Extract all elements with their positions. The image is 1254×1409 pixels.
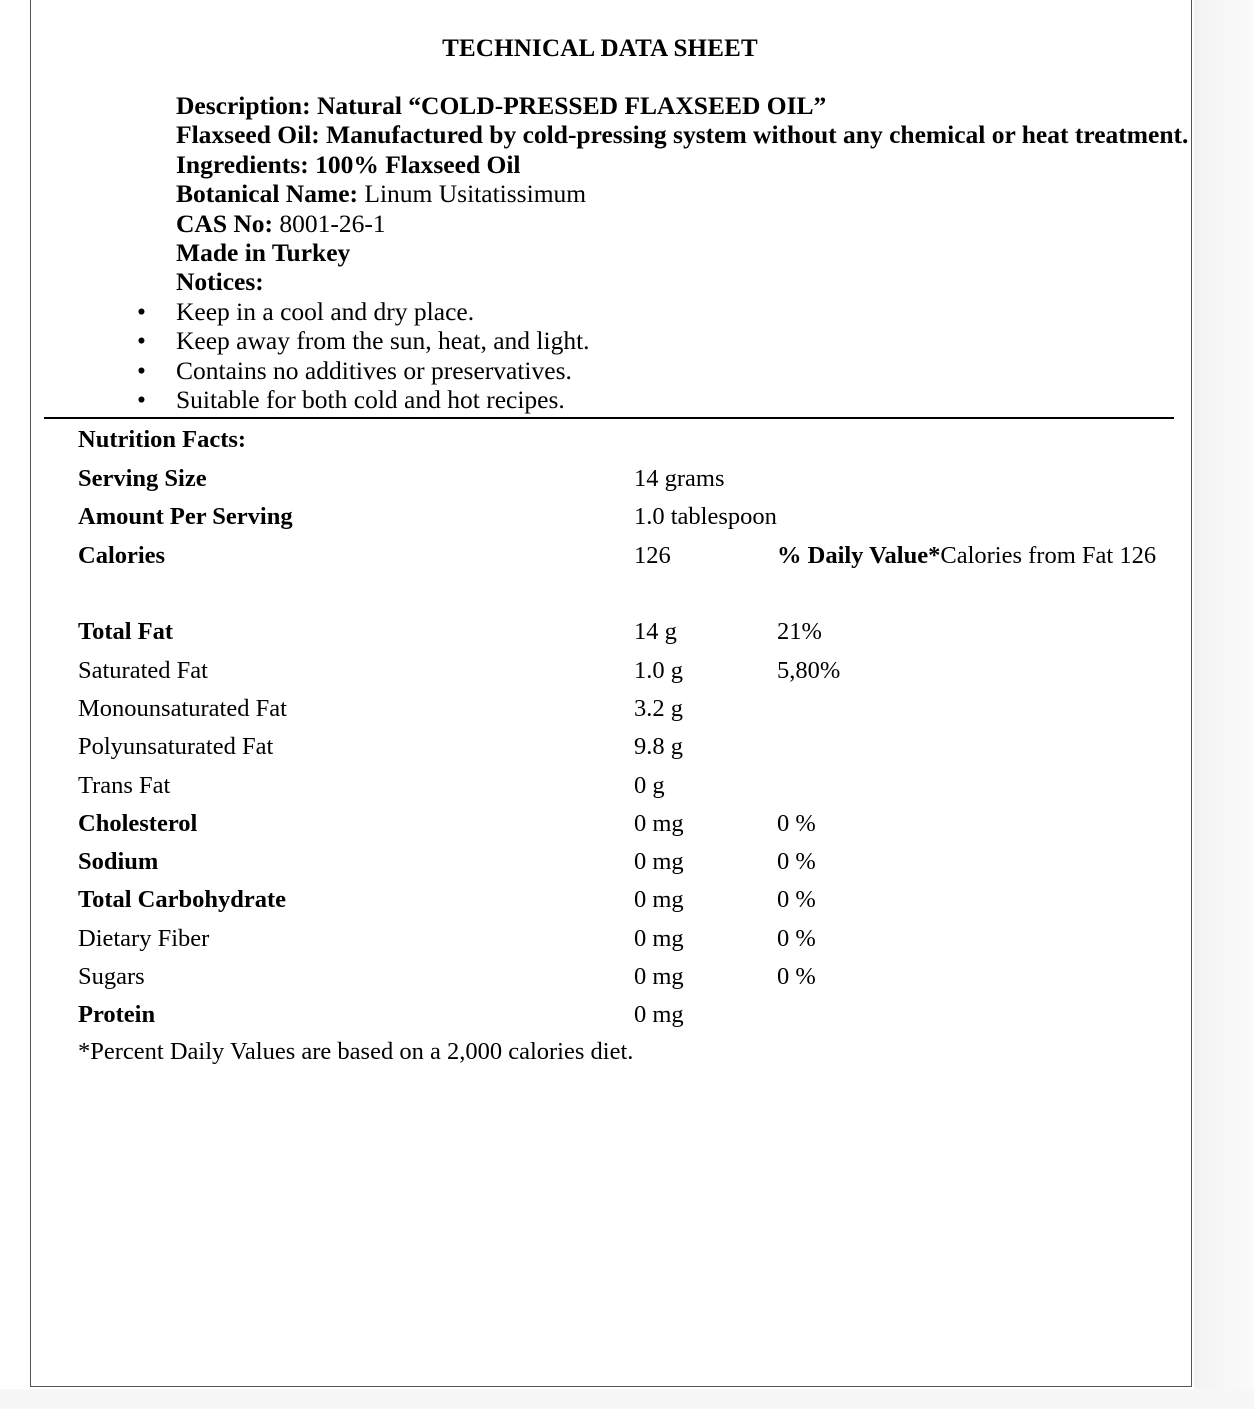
nutrient-label: Total Carbohydrate — [78, 886, 287, 913]
nutrient-amount: 1.0 g — [634, 657, 683, 684]
amount-per-serving-row — [78, 503, 1178, 537]
nutrient-amount: 0 mg — [634, 848, 684, 875]
nutrient-row — [78, 810, 1178, 844]
origin-line: Made in Turkey — [176, 238, 351, 268]
amount-per-serving-value: 1.0 tablespoon — [634, 503, 777, 530]
calories-row — [78, 542, 1178, 576]
nutrient-daily-value: 5,80% — [777, 657, 841, 684]
calories-label: Calories — [78, 542, 166, 569]
nutrient-daily-value: 0 % — [777, 810, 816, 837]
nutrient-amount: 14 g — [634, 618, 677, 645]
nutrient-label: Total Fat — [78, 618, 174, 645]
nutrient-label: Protein — [78, 1001, 156, 1028]
document-title: TECHNICAL DATA SHEET — [442, 35, 758, 62]
ingredients-label: Ingredients: — [176, 149, 309, 179]
notices-list — [131, 297, 590, 415]
calories-from-fat: Calories from Fat 126 — [940, 542, 1157, 569]
nutrient-label: Monounsaturated Fat — [78, 695, 287, 722]
daily-value-label: % Daily Value* — [777, 542, 941, 569]
description-line — [176, 91, 1188, 120]
nutrient-daily-value: 0 % — [777, 848, 816, 875]
nutrient-row — [78, 848, 1178, 882]
nutrient-daily-value: 21% — [777, 618, 822, 645]
nutrient-row — [78, 772, 1178, 806]
serving-size-label: Serving Size — [78, 465, 207, 492]
nutrient-label: Polyunsaturated Fat — [78, 733, 274, 760]
nutrition-facts-title: Nutrition Facts: — [78, 426, 247, 453]
nutrient-label: Sodium — [78, 848, 159, 875]
notice-item — [131, 356, 590, 385]
nutrient-row — [78, 886, 1178, 920]
notice-item — [131, 297, 590, 326]
nutrient-amount: 0 mg — [634, 810, 684, 837]
cas-no-value: 8001-26-1 — [279, 208, 386, 238]
ingredients-value: 100% Flaxseed Oil — [315, 149, 521, 179]
page-bottom-shadow — [0, 1389, 1254, 1409]
notice-item — [131, 385, 590, 414]
nutrient-row — [78, 695, 1178, 729]
flaxseed-oil-line — [176, 120, 1188, 149]
ingredients-line — [176, 150, 1188, 179]
nutrient-daily-value: 0 % — [777, 886, 816, 913]
bullet-icon: • — [137, 385, 146, 415]
notice-text: Keep in a cool and dry place. — [176, 297, 475, 326]
botanical-name-line — [176, 179, 1188, 208]
botanical-name-label: Botanical Name: — [176, 179, 359, 209]
nutrient-label: Cholesterol — [78, 810, 198, 837]
nutrient-amount: 0 mg — [634, 963, 684, 990]
daily-value-header — [777, 542, 1156, 570]
notice-text: Suitable for both cold and hot recipes. — [176, 385, 565, 415]
calories-value: 126 — [634, 542, 671, 569]
nutrient-label: Dietary Fiber — [78, 925, 210, 952]
serving-size-value: 14 grams — [634, 465, 725, 492]
nutrient-row — [78, 963, 1178, 997]
serving-size-row — [78, 465, 1178, 499]
bullet-icon: • — [137, 297, 146, 326]
notice-text: Keep away from the sun, heat, and light. — [176, 326, 590, 356]
product-info — [176, 91, 1188, 297]
daily-values-footnote: *Percent Daily Values are based on a 2,000 calories diet. — [78, 1038, 634, 1065]
nutrient-amount: 9.8 g — [634, 733, 683, 760]
nutrient-label: Saturated Fat — [78, 657, 208, 684]
nutrient-daily-value: 0 % — [777, 925, 816, 952]
bullet-icon: • — [137, 355, 146, 385]
flaxseed-oil-value: Manufactured by cold-pressing system without any chemical or heat treatment. — [326, 120, 1189, 150]
nutrient-row — [78, 618, 1178, 652]
nutrient-label: Trans Fat — [78, 772, 171, 799]
notices-label: Notices: — [176, 267, 264, 297]
flaxseed-oil-label: Flaxseed Oil: — [176, 120, 320, 150]
nutrient-amount: 0 mg — [634, 1001, 684, 1028]
nutrient-row — [78, 733, 1178, 767]
nutrient-amount: 0 mg — [634, 925, 684, 952]
nutrient-amount: 3.2 g — [634, 695, 683, 722]
notice-item — [131, 326, 590, 355]
nutrient-amount: 0 mg — [634, 886, 684, 913]
botanical-name-value: Linum Usitatissimum — [364, 179, 587, 209]
document-page — [30, 0, 1192, 1387]
notice-text: Contains no additives or preservatives. — [176, 355, 572, 385]
description-value: Natural “COLD-PRESSED FLAXSEED OIL” — [316, 91, 827, 120]
nutrient-daily-value: 0 % — [777, 963, 816, 990]
section-divider — [44, 417, 1174, 419]
bullet-icon: • — [137, 326, 146, 356]
nutrient-row — [78, 925, 1178, 959]
cas-no-line — [176, 209, 1188, 238]
nutrient-row — [78, 657, 1178, 691]
description-label: Description: — [176, 91, 311, 120]
amount-per-serving-label: Amount Per Serving — [78, 503, 293, 530]
nutrient-amount: 0 g — [634, 772, 665, 799]
cas-no-label: CAS No: — [176, 208, 274, 238]
nutrient-label: Sugars — [78, 963, 145, 990]
nutrient-row — [78, 1001, 1178, 1035]
page-edge-shadow — [1194, 0, 1254, 1409]
